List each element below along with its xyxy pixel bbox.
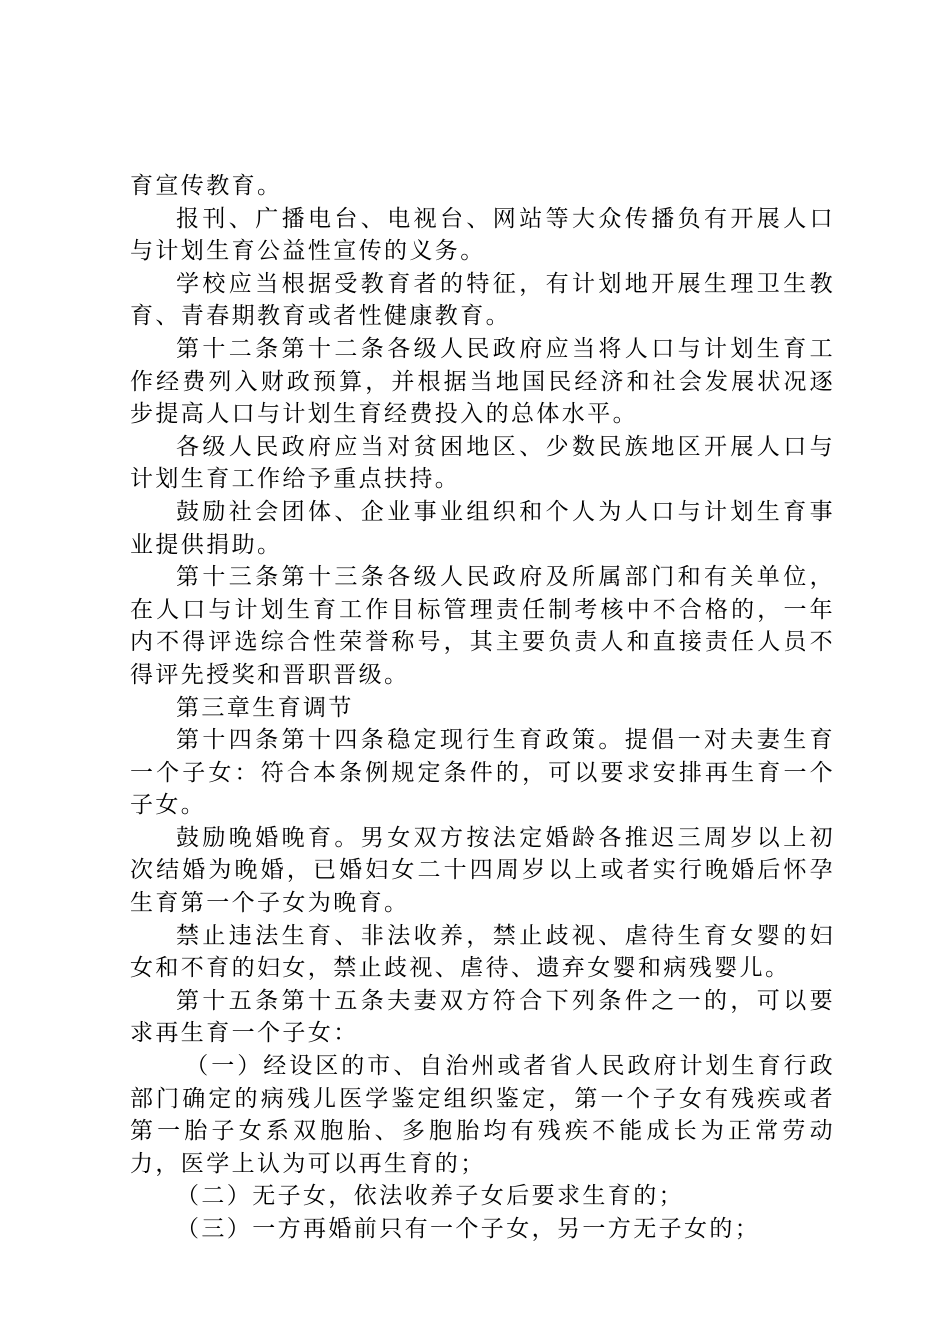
paragraph-article-12: 第十二条第十二条各级人民政府应当将人口与计划生育工作经费列入财政预算，并根据当地国民经济和社会发展状况逐步提高人口与计划生育经费投入的总体水平。 — [130, 335, 835, 428]
paragraph-article-15: 第十五条第十五条夫妻双方符合下列条件之一的，可以要求再生育一个子女： — [130, 987, 835, 1047]
paragraph-late-marriage: 鼓励晚婚晚育。男女双方按法定婚龄各推迟三周岁以上初次结婚为晚婚，已婚妇女二十四周岁以上或者实行晚婚后怀孕生育第一个子女为晚育。 — [130, 824, 835, 917]
paragraph-donations: 鼓励社会团体、企业事业组织和个人为人口与计划生育事业提供捐助。 — [130, 498, 835, 558]
list-item-1: （一）经设区的市、自治州或者省人民政府计划生育行政部门确定的病残儿医学鉴定组织鉴定，第一个子女有残疾或者第一胎子女系双胞胎、多胞胎均有残疾不能成长为正常劳动力，医学上认为可以再生育的； — [130, 1053, 835, 1177]
paragraph-media-duty: 报刊、广播电台、电视台、网站等大众传播负有开展人口与计划生育公益性宣传的义务。 — [130, 205, 835, 265]
paragraph-article-14: 第十四条第十四条稳定现行生育政策。提倡一对夫妻生育一个子女：符合本条例规定条件的，可以要求安排再生育一个子女。 — [130, 727, 835, 819]
paragraph-school-education: 学校应当根据受教育者的特征，有计划地开展生理卫生教育、青春期教育或者性健康教育。 — [130, 270, 835, 330]
paragraph-article-13: 第十三条第十三条各级人民政府及所属部门和有关单位，在人口与计划生育工作目标管理责任制考核中不合格的，一年内不得评选综合性荣誉称号，其主要负责人和直接责任人员不得评先授奖和晋职晋级。 — [130, 564, 835, 688]
list-item-3: （三）一方再婚前只有一个子女，另一方无子女的； — [176, 1216, 761, 1242]
paragraph-poor-areas-support: 各级人民政府应当对贫困地区、少数民族地区开展人口与计划生育工作给予重点扶持。 — [130, 433, 835, 493]
chapter-heading: 第三章生育调节 — [176, 694, 354, 721]
document-body — [130, 170, 835, 1246]
paragraph-continuation: 育宣传教育。 — [130, 173, 283, 199]
list-item-2: （二）无子女，依法收养子女后要求生育的； — [176, 1183, 684, 1210]
paragraph-prohibitions: 禁止违法生育、非法收养，禁止歧视、虐待生育女婴的妇女和不育的妇女，禁止歧视、虐待、遗弃女婴和病残婴儿。 — [130, 922, 835, 982]
